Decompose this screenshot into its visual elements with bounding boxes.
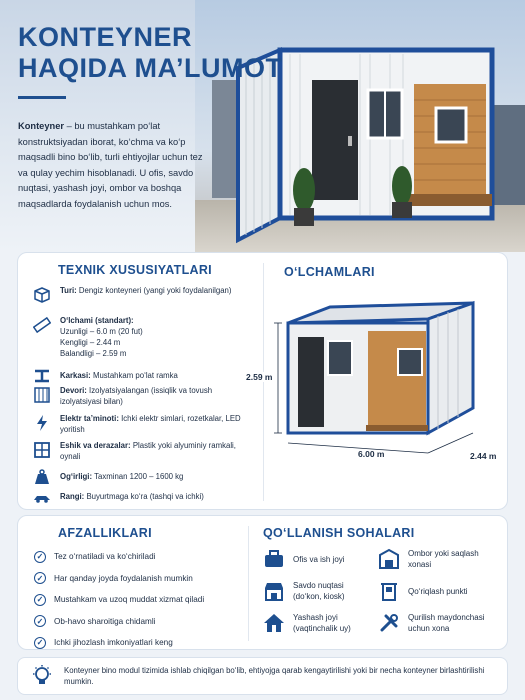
- advantage-text: Tez o‘rnatiladi va ko‘chiriladi: [54, 552, 156, 562]
- shop-icon: [263, 580, 285, 602]
- spec-row-frame: [32, 366, 178, 386]
- spec-row-color: [32, 487, 204, 507]
- use-item-storage: [378, 548, 503, 570]
- lightning-icon: [32, 413, 52, 433]
- use-item-construction: [378, 612, 503, 634]
- use-item-guard: [378, 580, 503, 602]
- spec-row-size: [32, 315, 143, 359]
- palette-icon: [32, 487, 52, 507]
- check-icon: ✓: [34, 615, 46, 627]
- spec-label: Rangi:: [60, 492, 85, 501]
- spec-value: Plastik yoki alyuminiy ramkali, oynali: [60, 441, 236, 461]
- briefcase-icon: [263, 548, 285, 570]
- check-icon: ✓: [34, 594, 46, 606]
- lightbulb-icon: [30, 664, 54, 688]
- card-divider: [263, 263, 264, 501]
- list-item: [34, 632, 204, 654]
- intro-bold: Konteyner: [18, 121, 64, 131]
- advantage-text: Mustahkam va uzoq muddat xizmat qiladi: [54, 595, 205, 605]
- check-icon: ✓: [34, 572, 46, 584]
- spec-label: Eshik va derazalar:: [60, 441, 131, 450]
- specs-card: [17, 252, 508, 510]
- advantages-heading: AFZALLIKLARI: [58, 526, 152, 540]
- ruler-icon: [32, 315, 52, 335]
- spec-line: Kengligi – 2.44 m: [60, 338, 121, 347]
- spec-value: Izolyatsiyalangan (issiqlik va tovush izolyatsiyasi bilan): [60, 386, 213, 406]
- spec-value: Dengiz konteyneri (yangi yoki foydalanilgan): [78, 286, 232, 295]
- height-label: 2.59 m: [246, 372, 273, 382]
- use-item-office: [263, 548, 373, 570]
- use-text: Ofis va ish joyi: [293, 554, 345, 564]
- specs-heading: TEXNIK XUSUSIYATLARI: [58, 263, 212, 277]
- spec-label: Turi:: [60, 286, 77, 295]
- spec-value: Mustahkam po‘lat ramka: [92, 371, 178, 380]
- spec-label: Karkasi:: [60, 371, 91, 380]
- dimensions-heading: O‘LCHAMLARI: [284, 265, 375, 279]
- use-text: Savdo nuqtasi (do‘kon, kiosk): [293, 581, 345, 601]
- steel-beam-icon: [32, 366, 52, 386]
- spec-value: Ichki elektr simlari, rozetkalar, LED yoritish: [60, 414, 241, 434]
- spec-row-electric: [32, 413, 255, 435]
- list-item: [34, 568, 204, 590]
- use-item-housing: [263, 612, 373, 634]
- advantage-text: Ob-havo sharoitiga chidamli: [54, 616, 156, 626]
- uses-heading: QO‘LLANISH SOHALARI: [263, 526, 415, 540]
- spec-row-weight: [32, 467, 183, 487]
- spec-row-wall: [32, 385, 250, 407]
- intro-text: – bu mustahkam po‘lat konstruktsiyadan iborat, ko‘chma va ko‘p maqsadli bino bo‘lib, turli ehtiyojlar uchun tez va qulay yechim hisoblanadi. U ofis, savdo nuqtasi, yashash joyi, ombor va boshqa maqsadlarda foydalanish uchun mos.: [18, 121, 203, 209]
- guard-booth-icon: [378, 580, 400, 602]
- tools-icon: [378, 612, 400, 634]
- advantages-list: [34, 546, 204, 675]
- list-item: [34, 546, 204, 568]
- use-text: Qurilish maydonchasi uchun xona: [408, 613, 485, 633]
- title-line-2: HAQIDA MA’LUMOT: [18, 53, 283, 83]
- container-box-icon: [32, 285, 52, 305]
- card-divider: [248, 526, 249, 641]
- check-icon: ✓: [34, 551, 46, 563]
- intro-paragraph: [18, 119, 203, 213]
- length-label: 6.00 m: [358, 449, 385, 459]
- spec-line: Balandligi – 2.59 m: [60, 349, 127, 358]
- page-title: [18, 22, 282, 84]
- spec-row-type: [32, 285, 240, 305]
- use-text: Qo‘riqlash punkti: [408, 586, 468, 596]
- spec-row-doors: [32, 440, 250, 462]
- use-item-shop: [263, 580, 373, 602]
- spec-label: Devori:: [60, 386, 87, 395]
- spec-label: Elektr ta’minoti:: [60, 414, 119, 423]
- use-text: Yashash joyi (vaqtinchalik uy): [293, 613, 351, 633]
- dimension-drawing: [268, 293, 504, 498]
- check-icon: ✓: [34, 637, 46, 649]
- footer-text: Konteyner bino modul tizimida ishlab chiqilgan bo‘lib, ehtiyojga qarab kengaytirilishi yoki bir necha konteyner birlashtirilishi mumkin.: [64, 666, 485, 686]
- window-icon: [32, 440, 52, 460]
- spec-value: Taxminan 1200 – 1600 kg: [94, 472, 184, 481]
- spec-label: Og‘irligi:: [60, 472, 93, 481]
- footer-note: [17, 657, 508, 695]
- spec-value: Buyurtmaga ko‘ra (tashqi va ichki): [86, 492, 204, 501]
- title-underline: [18, 96, 66, 99]
- use-text: Ombor yoki saqlash xonasi: [408, 549, 479, 569]
- spec-label: O‘lchami (standart):: [60, 316, 134, 325]
- advantage-text: Har qanday joyda foydalanish mumkin: [54, 573, 193, 583]
- title-line-1: KONTEYNER: [18, 22, 193, 52]
- list-item: [34, 589, 204, 611]
- warehouse-icon: [378, 548, 400, 570]
- spec-line: Uzunligi – 6.0 m (20 fut): [60, 327, 143, 336]
- list-item: [34, 611, 204, 633]
- wall-panel-icon: [32, 385, 52, 405]
- width-label: 2.44 m: [470, 451, 497, 461]
- advantages-uses-card: [17, 515, 508, 650]
- house-icon: [263, 612, 285, 634]
- advantage-text: Ichki jihozlash imkoniyatlari keng: [54, 638, 173, 648]
- weight-icon: [32, 467, 52, 487]
